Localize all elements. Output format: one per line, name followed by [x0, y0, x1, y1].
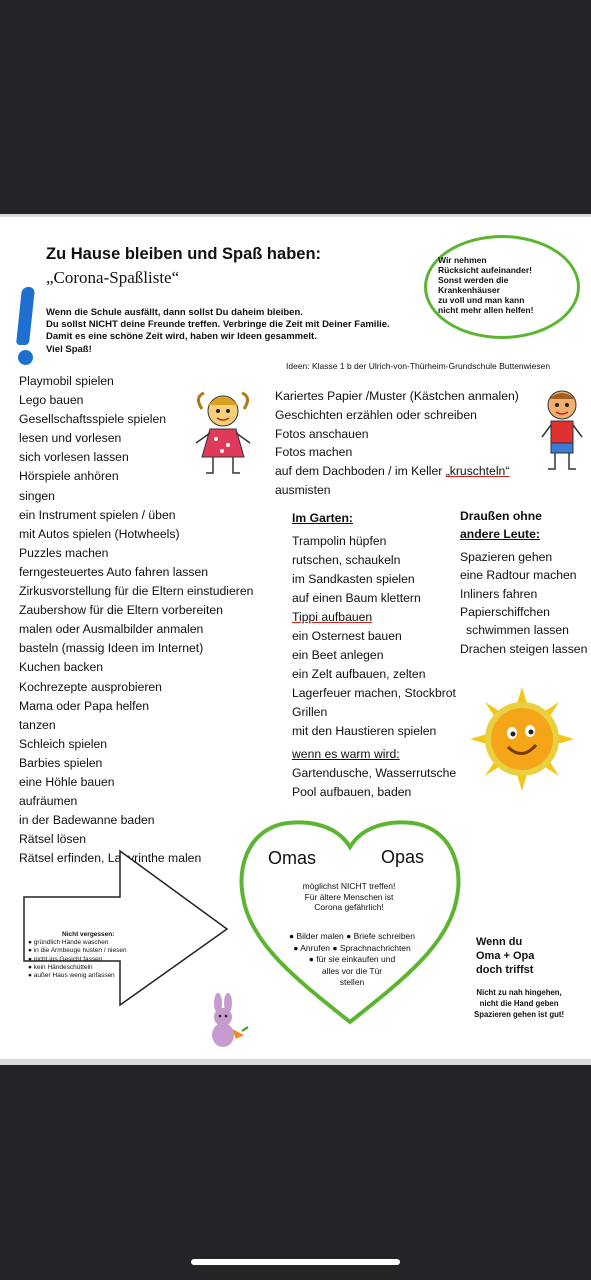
list-item: Schleich spielen — [19, 736, 108, 751]
page-bottom-border — [0, 1059, 591, 1065]
garden-list — [292, 509, 456, 802]
list-item: Rätsel erfinden, Labyrinthe malen — [19, 851, 202, 866]
list-item: Rätsel lösen — [19, 832, 87, 847]
heart-warning: möglichst NICHT treffen! Für ältere Menschen ist Corona gefährlich! — [302, 881, 396, 912]
bunny-icon — [200, 993, 250, 1049]
list-item: basteln (massig Ideen im Internet) — [19, 641, 204, 656]
list-item: Trampolin hüpfen — [292, 534, 387, 548]
list-item: Lego bauen — [19, 393, 84, 408]
document-page — [0, 214, 591, 1065]
list-item: Papierschiffchen — [460, 605, 550, 620]
credit-line: Ideen: Klasse 1 b der Ulrich-von-Thürheim-Grundschule Buttenwiesen — [286, 361, 551, 371]
list-item: Grillen — [292, 705, 328, 719]
activity-list-middle — [275, 387, 519, 500]
sun-icon — [470, 687, 574, 791]
heart-opas: Opas — [381, 847, 425, 867]
heart-omas: Omas — [268, 848, 317, 868]
list-item: in der Badewanne baden — [19, 813, 155, 828]
list-item: ein Osternest bauen — [292, 629, 402, 643]
list-item: aufräumen — [19, 794, 78, 809]
list-item: lesen und vorlesen — [19, 431, 122, 446]
list-item: Kuchen backen — [19, 660, 104, 675]
list-item: Geschichten erzählen oder schreiben — [275, 407, 477, 422]
list-item: auf einen Baum klettern — [292, 591, 421, 605]
list-item: schwimmen lassen — [466, 623, 569, 638]
list-item: ein Beet anlegen — [292, 648, 384, 662]
list-item: Pool aufbauen, baden — [292, 785, 412, 799]
home-indicator[interactable] — [191, 1259, 400, 1265]
list-item: Kochrezepte ausprobieren — [19, 679, 162, 694]
list-item: Fotos anschauen — [275, 426, 369, 441]
outside-heading: Draußen ohne — [460, 509, 542, 523]
list-item: Puzzles machen — [19, 545, 109, 560]
list-item: Zirkusvorstellung für die Eltern einstudieren — [19, 584, 254, 599]
reminder-list: Nicht vergessen: ● gründlich Hände waschen ● in die Armbeuge husten / niesen ● nicht ins Gesicht fassen ● kein Händeschütteln ● außer Haus wenig anfassen — [28, 931, 127, 980]
grandparents-note: Wenn du Oma + Opa doch triffst — [476, 936, 535, 976]
list-item: Tippi aufbauen — [292, 610, 373, 624]
exclamation-icon — [16, 287, 35, 345]
list-item: sich vorlesen lassen — [19, 450, 129, 465]
list-item: ausmisten — [275, 482, 331, 497]
list-item: Zaubershow für die Eltern vorbereiten — [19, 603, 223, 618]
warm-heading: wenn es warm wird: — [292, 747, 400, 761]
page-subtitle: „Corona-Spaßliste“ — [46, 268, 180, 287]
list-item: Barbies spielen — [19, 755, 103, 770]
heart-ideas: ● Bilder malen ● Briefe schreiben ● Anrufen ● Sprachnachrichten ● für sie einkaufen und alles vor die Tür stellen — [288, 931, 416, 987]
list-item: singen — [19, 488, 55, 503]
list-item: Inliners fahren — [460, 586, 538, 601]
list-item: eine Radtour machen — [460, 568, 577, 583]
list-item: Gesellschaftsspiele spielen — [19, 412, 167, 427]
list-item: Gartendusche, Wasserrutsche — [292, 766, 457, 780]
list-item: ein Zelt aufbauen, zelten — [292, 667, 426, 681]
list-item: mit Autos spielen (Hotwheels) — [19, 526, 180, 541]
arrow-icon — [22, 849, 232, 1009]
list-item: auf dem Dachboden / im Keller „kruschteln“ — [275, 464, 510, 479]
outside-heading: andere Leute: — [460, 527, 540, 542]
list-item: im Sandkasten spielen — [292, 572, 415, 586]
garden-heading: Im Garten: — [292, 511, 353, 525]
exclamation-dot-icon — [18, 350, 33, 365]
list-item: malen oder Ausmalbilder anmalen — [19, 622, 204, 637]
list-item: Drachen steigen lassen — [460, 641, 588, 656]
list-item: mit den Haustieren spielen — [292, 724, 437, 738]
list-item: Mama oder Papa helfen — [19, 698, 150, 713]
outside-list — [460, 507, 587, 658]
list-item: ein Instrument spielen / üben — [19, 507, 176, 522]
grandparents-advice: Nicht zu nah hingehen, nicht die Hand geben Spazieren gehen ist gut! — [474, 988, 565, 1019]
list-item: Fotos machen — [275, 445, 353, 460]
oval-note: Wir nehmen Rücksicht aufeinander! Sonst werden die Krankenhäuser zu voll und man kann nicht mehr allen helfen! — [438, 255, 534, 315]
list-item: ferngesteuertes Auto fahren lassen — [19, 564, 209, 579]
intro-text: Wenn die Schule ausfällt, dann sollst Du daheim bleiben. Du sollst NICHT deine Freunde treffen. Verbringe die Zeit mit Deiner Familie. Damit es eine schöne Zeit wird, haben wir Ideen gesammelt. Viel Spaß! — [46, 307, 390, 355]
list-item: Lagerfeuer machen, Stockbrot — [292, 686, 456, 700]
list-item: Kariertes Papier /Muster (Kästchen anmalen) — [275, 389, 519, 403]
kruschteln-word: „kruschteln“ — [445, 464, 510, 479]
heart-icon — [230, 817, 470, 1029]
list-item: Spazieren gehen — [460, 549, 553, 564]
list-item: eine Höhle bauen — [19, 774, 115, 789]
page-title: Zu Hause bleiben und Spaß haben: — [46, 245, 322, 263]
list-item: rutschen, schaukeln — [292, 553, 401, 567]
list-item: tanzen — [19, 717, 56, 732]
list-item: Hörspiele anhören — [19, 469, 119, 484]
boy-drawing-icon — [540, 383, 584, 473]
list-item: Playmobil spielen — [19, 374, 114, 388]
girl-drawing-icon — [188, 387, 258, 477]
